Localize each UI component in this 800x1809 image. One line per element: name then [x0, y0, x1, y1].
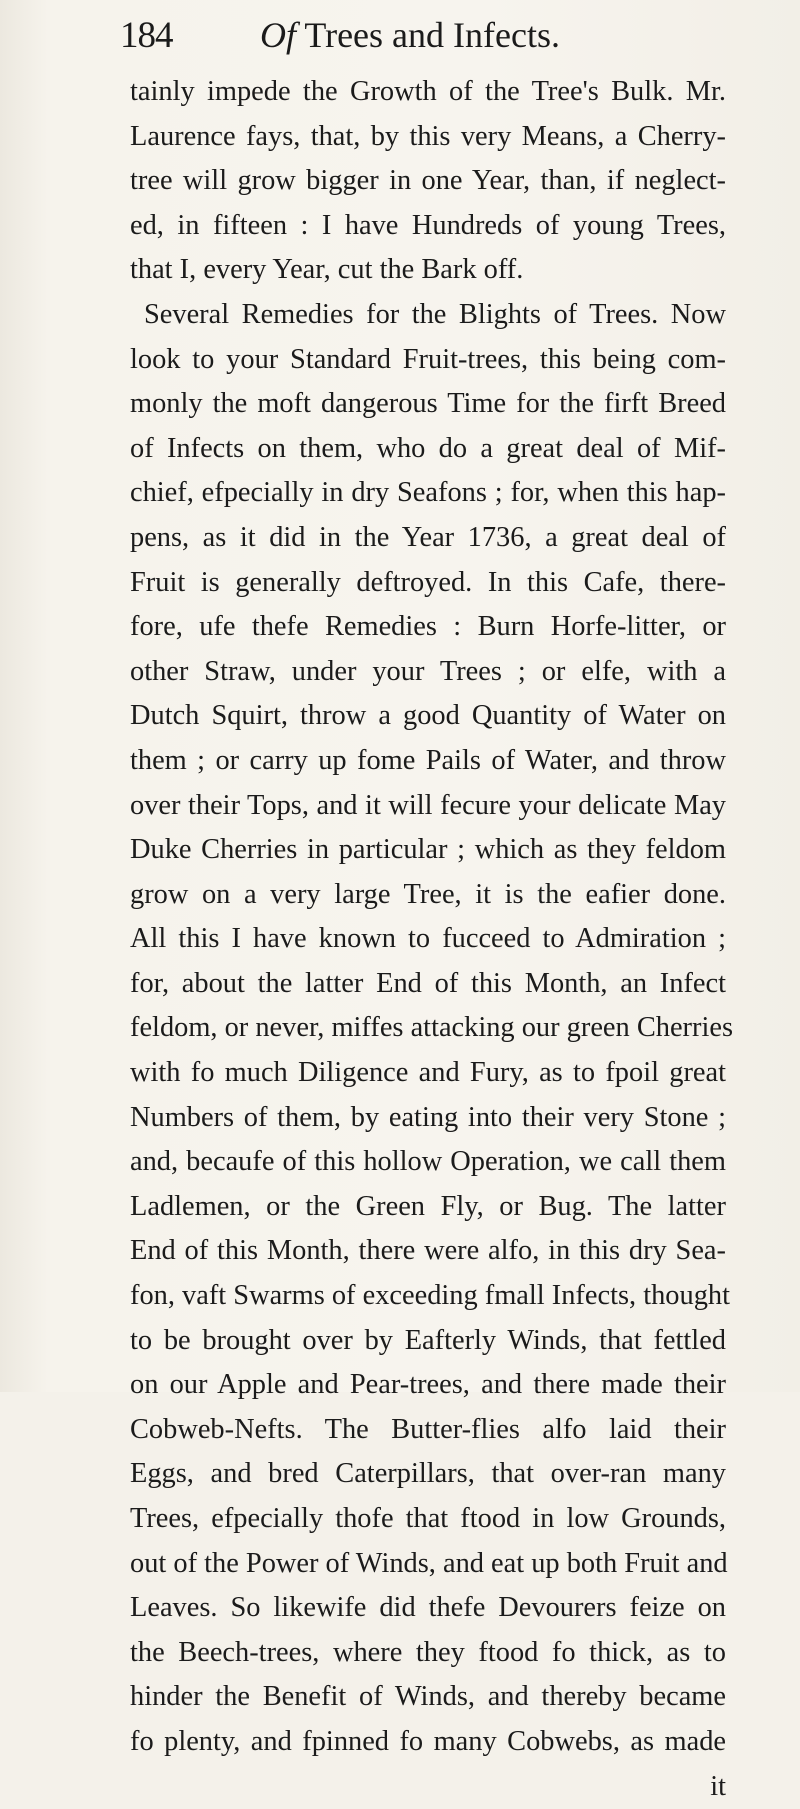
text-line: out of the Power of Winds, and eat up both Fruit and	[130, 1547, 728, 1579]
text-line: to be brought over by Eafterly Winds, that fettled	[130, 1324, 726, 1356]
text-line: that I, every Year, cut the Bark off.	[130, 254, 524, 286]
text-line: Eggs, and bred Caterpillars, that over-ran many	[130, 1458, 726, 1490]
running-head	[260, 14, 560, 56]
text-line: End of this Month, there were alfo, in this dry Sea-	[130, 1235, 726, 1267]
text-line: grow on a very large Tree, it is the eafier done.	[130, 878, 726, 910]
text-line: ed, in fifteen : I have Hundreds of young Trees,	[130, 209, 726, 241]
text-line: Dutch Squirt, throw a good Quantity of Water on	[130, 700, 726, 732]
text-line: Leaves. So likewife did thefe Devourers feize on	[130, 1592, 726, 1624]
text-line: for, about the latter End of this Month, an Infect	[130, 967, 726, 999]
text-line: over their Tops, and it will fecure your delicate May	[130, 789, 726, 821]
text-line: Fruit is generally deftroyed. In this Cafe, there-	[130, 566, 726, 598]
text-line: look to your Standard Fruit-trees, this being com-	[130, 343, 726, 375]
text-line: with fo much Diligence and Fury, as to fpoil great	[130, 1057, 726, 1089]
text-line: Trees, efpecially thofe that ftood in low Grounds,	[130, 1503, 726, 1534]
text-line: them ; or carry up fome Pails of Water, and throw	[130, 744, 726, 776]
page-number: 184	[120, 15, 173, 56]
text-line: chief, efpecially in dry Seafons ; for, when this hap-	[130, 477, 726, 509]
running-head-text: Trees and Infects.	[304, 15, 560, 55]
text-line: All this I have known to fucceed to Admiration ;	[130, 923, 726, 955]
text-line: other Straw, under your Trees ; or elfe, with a	[130, 655, 726, 687]
text-line: tainly impede the Growth of the Tree's Bulk. Mr.	[130, 76, 726, 107]
text-line: monly the moft dangerous Time for the firft Breed	[130, 388, 726, 420]
text-line: feldom, or never, miffes attacking our green Cherries	[130, 1012, 733, 1044]
text-line: and, becaufe of this hollow Operation, we call them	[130, 1146, 726, 1178]
text-line: Cobweb-Nefts. The Butter-flies alfo laid their	[130, 1413, 726, 1445]
text-line: pens, as it did in the Year 1736, a great deal of	[130, 521, 726, 553]
text-line: fore, ufe thefe Remedies : Burn Horfe-litter, or	[130, 611, 726, 643]
text-line: fo plenty, and fpinned fo many Cobwebs, as made	[130, 1725, 726, 1757]
text-line: Laurence fays, that, by this very Means, a Cherry-	[130, 120, 726, 152]
text-line: tree will grow bigger in one Year, than, if neglect-	[130, 165, 726, 197]
catchword: it	[710, 1770, 726, 1802]
text-line: Numbers of them, by eating into their very Stone ;	[130, 1101, 726, 1133]
text-line: hinder the Benefit of Winds, and thereby became	[130, 1681, 726, 1713]
page-header	[120, 14, 740, 74]
text-line: Several Remedies for the Blights of Trees. Now	[144, 298, 726, 330]
text-line: fon, vaft Swarms of exceeding fmall Infects, thought	[130, 1280, 730, 1312]
text-line: on our Apple and Pear-trees, and there made their	[130, 1369, 726, 1401]
body-text	[130, 70, 733, 1809]
text-line: Ladlemen, or the Green Fly, or Bug. The latter	[130, 1190, 726, 1222]
text-line: the Beech-trees, where they ftood fo thick, as to	[130, 1636, 726, 1668]
running-head-italic: Of	[260, 15, 296, 55]
text-line: Duke Cherries in particular ; which as they feldom	[130, 834, 726, 866]
text-line: of Infects on them, who do a great deal of Mif-	[130, 432, 726, 464]
